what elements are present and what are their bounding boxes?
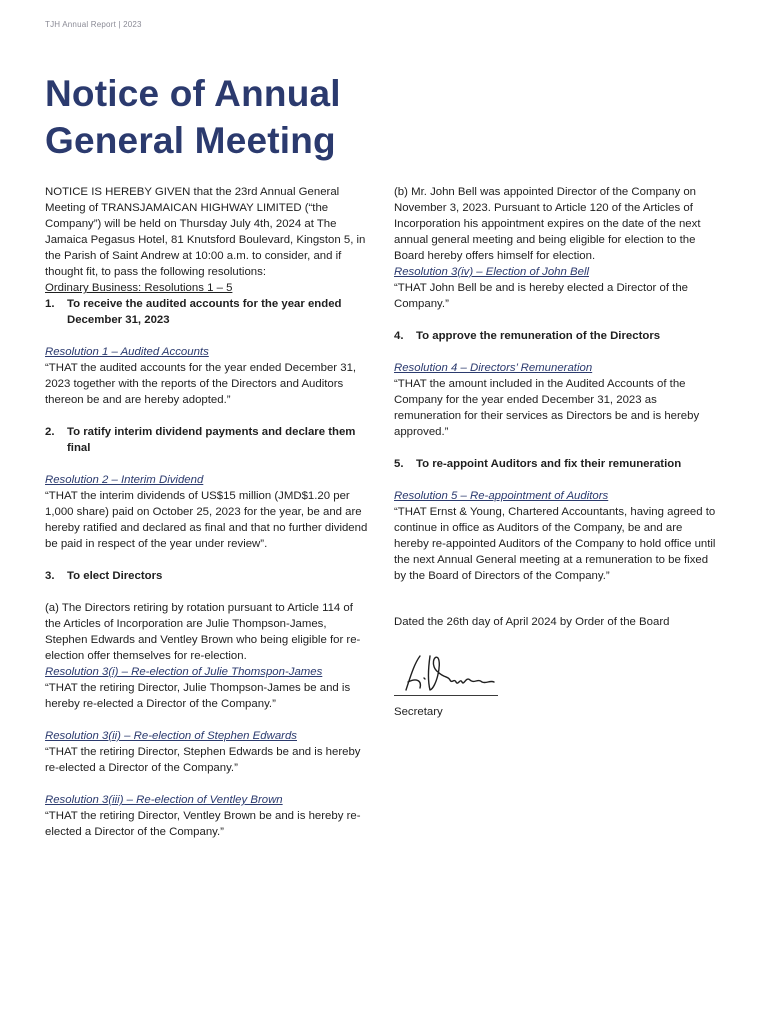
item-text: To approve the remuneration of the Directors <box>416 330 661 342</box>
signature-line <box>394 695 498 696</box>
resolution-3iv <box>394 264 719 312</box>
resolution-2-body: “THAT the interim dividends of US$15 million (JMD$1.20 per 1,000 share) paid on October 25, 2023 for the year, be and are hereby ratified and declared as final and that no further dividend be paid in respect of the year under review”. <box>45 490 368 550</box>
resolution-3ii <box>45 728 370 776</box>
paragraph-b: (b) Mr. John Bell was appointed Director of the Company on November 3, 2023. Pursuant to Article 120 of the Articles of Incorporation his appointment expires on the date of the next annual general meeting and being eligible for election to the Board hereby offers himself for election. <box>394 186 701 262</box>
resolution-3i <box>45 664 370 712</box>
resolution-2-title[interactable]: Resolution 2 – Interim Dividend <box>45 474 204 486</box>
item-4-heading <box>394 328 719 344</box>
item-number: 1. <box>45 298 55 310</box>
item-2-heading <box>45 424 370 456</box>
resolution-3iv-body: “THAT John Bell be and is hereby elected a Director of the Company.” <box>394 282 688 310</box>
resolution-3ii-title[interactable]: Resolution 3(ii) – Re-election of Stephen Edwards <box>45 730 297 742</box>
resolution-2 <box>45 472 370 552</box>
item-3-heading <box>45 568 370 584</box>
ordinary-business-heading: Ordinary Business: Resolutions 1 – 5 <box>45 282 233 294</box>
resolution-3iii-title[interactable]: Resolution 3(iii) – Re-election of Ventley Brown <box>45 794 283 806</box>
resolution-3iii-body: “THAT the retiring Director, Ventley Brown be and is hereby re-elected a Director of the Company.” <box>45 810 361 838</box>
signature <box>394 650 504 698</box>
page-title-line1: Notice of Annual <box>45 73 341 114</box>
page-title <box>45 70 405 164</box>
resolution-5 <box>394 488 719 584</box>
item-1-heading <box>45 296 370 328</box>
item-text: To re-appoint Auditors and fix their remuneration <box>416 458 682 470</box>
item-number: 3. <box>45 570 55 582</box>
resolution-5-title[interactable]: Resolution 5 – Re-appointment of Auditors <box>394 490 609 502</box>
right-column <box>394 184 719 720</box>
secretary-label: Secretary <box>394 706 443 718</box>
resolution-3i-body: “THAT the retiring Director, Julie Thompson-James be and is hereby re-elected a Director of the Company.” <box>45 682 351 710</box>
intro-paragraph: NOTICE IS HEREBY GIVEN that the 23rd Annual General Meeting of TRANSJAMAICAN HIGHWAY LIMITED (“the Company”) will be held on Thursday July 4th, 2024 at The Jamaica Pegasus Hotel, 81 Knutsford Boulevard, Kingston 5, in the Parish of Saint Andrew at 10:00 a.m. to consider, and if thought fit, to pass the following resolutions: <box>45 186 366 278</box>
resolution-4 <box>394 360 719 440</box>
item-number: 5. <box>394 458 404 470</box>
item-text: To receive the audited accounts for the year ended December 31, 2023 <box>67 298 342 326</box>
item-5-heading <box>394 456 719 472</box>
dated-line: Dated the 26th day of April 2024 by Order of the Board <box>394 616 670 628</box>
page-title-line2: General Meeting <box>45 120 336 161</box>
paragraph-a: (a) The Directors retiring by rotation pursuant to Article 114 of the Articles of Incorporation are Julie Thompson-James, Stephen Edwards and Ventley Brown who being eligible for re-election offer themselves for re-election. <box>45 602 361 662</box>
resolution-4-title[interactable]: Resolution 4 – Directors’ Remuneration <box>394 362 593 374</box>
item-number: 4. <box>394 330 404 342</box>
resolution-1-title[interactable]: Resolution 1 – Audited Accounts <box>45 346 209 358</box>
resolution-1-body: “THAT the audited accounts for the year ended December 31, 2023 together with the reports of the Directors and Auditors thereon be and are hereby adopted.” <box>45 362 357 406</box>
resolution-3iv-title[interactable]: Resolution 3(iv) – Election of John Bell <box>394 266 590 278</box>
running-header: TJH Annual Report | 2023 <box>45 20 142 29</box>
resolution-3ii-body: “THAT the retiring Director, Stephen Edwards be and is hereby re-elected a Director of the Company.” <box>45 746 361 774</box>
item-text: To ratify interim dividend payments and declare them final <box>67 426 356 454</box>
signature-icon <box>394 650 504 698</box>
item-number: 2. <box>45 426 55 438</box>
resolution-4-body: “THAT the amount included in the Audited Accounts of the Company for the year ended December 31, 2023 as remuneration for their services as Directors be and is hereby approved.” <box>394 378 700 438</box>
resolution-3i-title[interactable]: Resolution 3(i) – Re-election of Julie Thomspon-James <box>45 666 323 678</box>
resolution-1 <box>45 344 370 408</box>
resolution-3iii <box>45 792 370 840</box>
item-text: To elect Directors <box>67 570 163 582</box>
left-column <box>45 184 370 856</box>
resolution-5-body: “THAT Ernst & Young, Chartered Accountants, having agreed to continue in office as Auditors of the Company, be and are hereby re-appointed Auditors of the Company to hold office until the next Annual General meeting at a remuneration to be fixed by the Board of Directors of the Company.” <box>394 506 716 582</box>
